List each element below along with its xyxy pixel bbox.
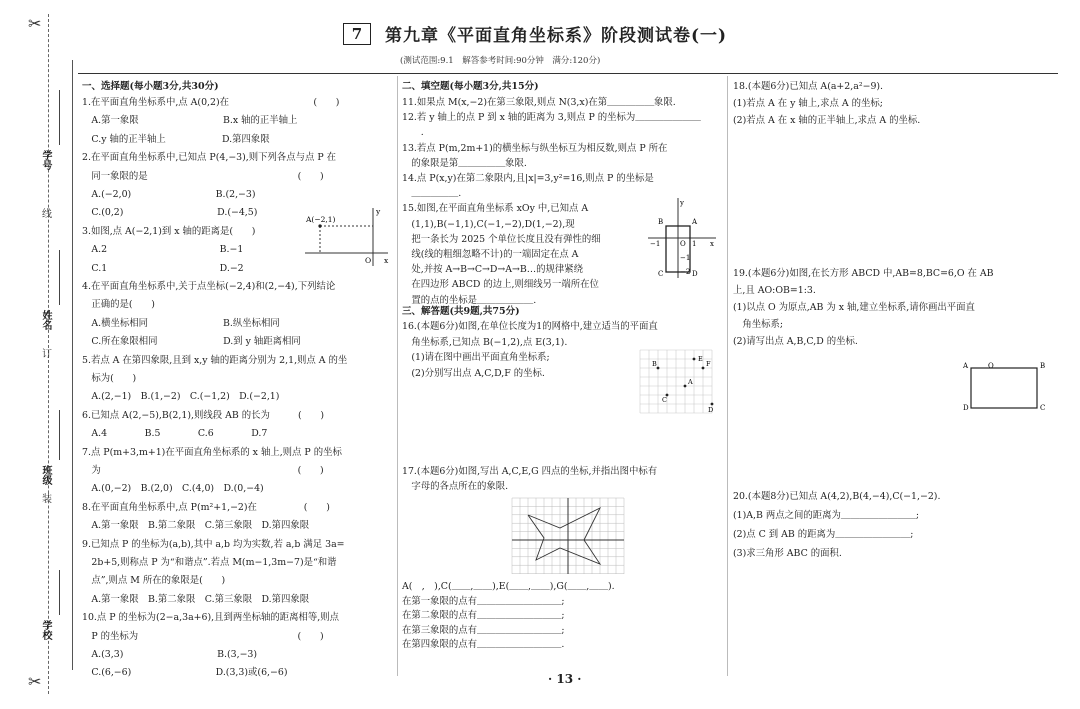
text-line: 9.已知点 P 的坐标为(a,b),其中 a,b 均为实数,若 a,b 满足 3a= bbox=[82, 538, 345, 550]
fig15-label: A bbox=[692, 218, 698, 226]
text-line: 在第四象限的点有＿＿＿＿＿＿＿＿＿. bbox=[402, 639, 565, 650]
text-line: 13.若点 P(m,2m+1)的横坐标与纵坐标互为相反数,则点 P 所在 bbox=[402, 142, 668, 154]
number-field[interactable] bbox=[59, 90, 60, 145]
text-line: 上,且 AO:OB=1:3. bbox=[733, 285, 816, 296]
fig15-label: −1 bbox=[650, 240, 661, 248]
q3-origin: O bbox=[365, 256, 372, 265]
text-line: 15.如图,在平面直角坐标系 xOy 中,已知点 A bbox=[402, 203, 589, 215]
text-line: 同一象限的是 ( ) bbox=[82, 170, 324, 182]
grid16-point bbox=[657, 367, 660, 370]
text-line: 20.(本题8分)已知点 A(4,2),B(4,−4),C(−1,−2). bbox=[733, 491, 941, 502]
fig15-label: 1 bbox=[692, 240, 697, 248]
page-subtitle: (测试范围:9.1 解答参考时间:90分钟 满分:120分) bbox=[400, 56, 601, 66]
text-line: A( , ),C(＿＿,＿＿),E(＿＿,＿＿),G(＿＿,＿＿). bbox=[402, 581, 615, 592]
text-line: 18.(本题6分)已知点 A(a+2,a²−9). bbox=[733, 81, 884, 92]
text-line: C.y 轴的正半轴上 D.第四象限 bbox=[82, 133, 270, 145]
text-line: (2)请写出点 A,B,C,D 的坐标. bbox=[733, 336, 858, 347]
scissors-icon: ✂ bbox=[28, 672, 42, 691]
grid16-point bbox=[702, 367, 705, 370]
text-line: (2)若点 A 在 x 轴的正半轴上,求点 A 的坐标. bbox=[733, 115, 921, 126]
text-line: A.(0,−2) B.(2,0) C.(4,0) D.(0,−4) bbox=[82, 483, 264, 495]
text-line: (1,1),B(−1,1),C(−1,−2),D(1,−2),现 bbox=[402, 218, 575, 230]
text-line: A.第一象限 B.x 轴的正半轴上 bbox=[82, 115, 298, 127]
rect-label: A bbox=[963, 362, 969, 370]
fig15-label: D bbox=[692, 270, 698, 278]
name-field[interactable] bbox=[59, 250, 60, 305]
text-line: 16.(本题6分)如图,在单位长度为1的网格中,建立适当的平面直 bbox=[402, 321, 658, 332]
text-line: C.所在象限相同 D.到 y 轴距离相同 bbox=[82, 336, 301, 348]
text-line: 角坐标系,已知点 B(−1,2),点 E(3,1). bbox=[402, 336, 568, 348]
q16-grid bbox=[640, 350, 720, 416]
text-line: 4.在平面直角坐标系中,关于点坐标(−2,4)和(2,−4),下列结论 bbox=[82, 281, 336, 292]
cut-char: 装 bbox=[42, 494, 52, 505]
text-line: P 的坐标为 ( ) bbox=[82, 630, 324, 642]
text-line: (1)若点 A 在 y 轴上,求点 A 的坐标; bbox=[733, 98, 883, 109]
grid16-label: D bbox=[708, 406, 714, 414]
fig15-label: O bbox=[680, 240, 686, 248]
section-heading: 一、选择题(每小题3分,共30分) bbox=[82, 81, 219, 92]
text-line: 12.若 y 轴上的点 P 到 x 轴的距离为 3,则点 P 的坐标为＿＿＿＿＿＿＿ bbox=[402, 112, 701, 124]
grid16-label: F bbox=[706, 360, 711, 368]
cut-char: 订 bbox=[42, 349, 52, 360]
text-line: (1)A,B 两点之间的距离为＿＿＿＿＿＿＿＿; bbox=[733, 510, 920, 521]
q19-rectangle bbox=[963, 360, 1048, 415]
page-title: 第九章《平面直角坐标系》阶段测试卷(一) bbox=[385, 26, 728, 46]
rect-label: C bbox=[1040, 404, 1046, 412]
text-line: 在第一象限的点有＿＿＿＿＿＿＿＿＿; bbox=[402, 595, 565, 607]
text-line: 处,并按 A→B→C→D→A→B…的规律紧绕 bbox=[402, 264, 583, 276]
text-line: 19.(本题6分)如图,在长方形 ABCD 中,AB=8,BC=6,O 在 AB bbox=[733, 268, 994, 279]
margin-rule bbox=[72, 60, 73, 670]
binding-margin bbox=[0, 0, 75, 709]
text-line: 7.点 P(m+3,m+1)在平面直角坐标系的 x 轴上,则点 P 的坐标 bbox=[82, 446, 342, 458]
text-line: 5.若点 A 在第四象限,且到 x,y 轴的距离分别为 2,1,则点 A 的坐 bbox=[82, 354, 348, 366]
text-line: 1.在平面直角坐标系中,点 A(0,2)在 ( ) bbox=[82, 97, 340, 108]
rect-label: D bbox=[963, 404, 969, 412]
text-line: 为 ( ) bbox=[82, 465, 324, 476]
q17-grid bbox=[512, 498, 624, 576]
text-line: 2.在平面直角坐标系中,已知点 P(4,−3),则下列各点与点 P 在 bbox=[82, 152, 337, 164]
text-line: 在四边形 ABCD 的边上,则细线另一端所在位 bbox=[402, 279, 599, 291]
grid16-label: C bbox=[662, 396, 667, 404]
scissors-icon: ✂ bbox=[28, 14, 42, 33]
header-rule bbox=[78, 73, 1058, 74]
text-line: A.(2,−1) B.(1,−2) C.(−1,2) D.(−2,1) bbox=[82, 391, 280, 403]
school-field[interactable] bbox=[59, 570, 60, 615]
text-line: 点”,则点 M 所在的象限是( ) bbox=[82, 575, 226, 587]
q3-axis-y: y bbox=[376, 207, 381, 216]
test-number: 7 bbox=[343, 23, 371, 45]
fig15-label: −1 bbox=[680, 254, 691, 262]
text-line: ＿＿＿＿＿. bbox=[402, 188, 462, 200]
fig15-label: C bbox=[658, 270, 664, 278]
text-line: 在第二象限的点有＿＿＿＿＿＿＿＿＿; bbox=[402, 610, 565, 621]
number-label: 学号 bbox=[40, 150, 51, 170]
text-line: 字母的各点所在的象限. bbox=[402, 481, 509, 492]
text-line: (2)分别写出点 A,C,D,F 的坐标. bbox=[402, 367, 545, 379]
text-line: 在第三象限的点有＿＿＿＿＿＿＿＿＿; bbox=[402, 624, 565, 636]
grid16-point bbox=[711, 403, 714, 406]
class-label: 班级 bbox=[40, 465, 51, 485]
text-line: . bbox=[402, 127, 424, 139]
text-line: 10.点 P 的坐标为(2−a,3a+6),且到两坐标轴的距离相等,则点 bbox=[82, 612, 339, 624]
text-line: 2b+5,则称点 P 为“和谐点”.若点 M(m−1,3m−7)是“和谐 bbox=[82, 557, 337, 568]
text-line: 11.如果点 M(x,−2)在第三象限,则点 N(3,x)在第＿＿＿＿＿象限. bbox=[402, 97, 676, 108]
rect-label: B bbox=[1040, 362, 1046, 370]
text-line: (2)点 C 到 AB 的距离为＿＿＿＿＿＿＿＿; bbox=[733, 529, 914, 540]
fig15-label: y bbox=[680, 199, 684, 207]
rect-label: O bbox=[988, 362, 994, 370]
text-line: A.第一象限 B.第二象限 C.第三象限 D.第四象限 bbox=[82, 520, 310, 532]
column-divider bbox=[727, 76, 728, 676]
text-line: A.4 B.5 C.6 D.7 bbox=[82, 428, 268, 440]
text-line: (3)求三角形 ABC 的面积. bbox=[733, 548, 842, 559]
text-line: 17.(本题6分)如图,写出 A,C,E,G 四点的坐标,并指出图中标有 bbox=[402, 466, 658, 477]
text-line: A.(3,3) B.(3,−3) bbox=[82, 649, 258, 660]
text-line: 8.在平面直角坐标系中,点 P(m²+1,−2)在 ( ) bbox=[82, 501, 330, 513]
name-label: 姓名 bbox=[40, 310, 51, 330]
school-label: 学校 bbox=[40, 620, 51, 640]
text-line: 线(线的粗细忽略不计)的一端固定在点 A bbox=[402, 249, 579, 260]
grid16-label: B bbox=[652, 360, 657, 368]
grid16-point bbox=[693, 358, 696, 361]
text-line: 3.如图,点 A(−2,1)到 x 轴的距离是( ) bbox=[82, 225, 256, 237]
fig15-label: −2 bbox=[680, 268, 691, 276]
fig15-label: x bbox=[710, 240, 714, 248]
grid16-label: A bbox=[688, 378, 693, 386]
text-line: (1)请在图中画出平面直角坐标系; bbox=[402, 352, 550, 363]
text-line: 把一条长为 2025 个单位长度且没有弹性的细 bbox=[402, 233, 601, 245]
text-line: 正确的是( ) bbox=[82, 299, 155, 311]
text-line: A.横坐标相同 B.纵坐标相同 bbox=[82, 317, 280, 329]
text-line: (1)以点 O 为原点,AB 为 x 轴,建立坐标系,请你画出平面直 bbox=[733, 302, 975, 313]
text-line: C.(0,2) D.(−4,5) bbox=[82, 207, 258, 219]
text-line: 14.点 P(x,y)在第二象限内,且|x|=3,y²=16,则点 P 的坐标是 bbox=[402, 173, 654, 184]
text-line: C.(6,−6) D.(3,3)或(6,−6) bbox=[82, 667, 288, 679]
grid16-point bbox=[684, 385, 687, 388]
section-heading: 三、解答题(共9题,共75分) bbox=[402, 306, 520, 317]
text-line: C.1 D.−2 bbox=[82, 262, 244, 274]
grid16-label: E bbox=[698, 355, 703, 363]
q15-figure bbox=[648, 198, 718, 278]
text-line: A.(−2,0) B.(2,−3) bbox=[82, 189, 256, 200]
cut-char: 线 bbox=[42, 209, 52, 220]
column-divider bbox=[397, 76, 398, 676]
page-number: · 13 · bbox=[548, 672, 582, 686]
q3-point-label: A(−2,1) bbox=[306, 215, 336, 224]
text-line: A.2 B.−1 bbox=[82, 244, 244, 256]
text-line: 标为( ) bbox=[82, 373, 137, 384]
fig15-label: B bbox=[658, 218, 664, 226]
q3-axis-x: x bbox=[384, 256, 389, 265]
text-line: 的象限是第＿＿＿＿＿象限. bbox=[402, 157, 527, 169]
text-line: A.第一象限 B.第二象限 C.第三象限 D.第四象限 bbox=[82, 593, 310, 605]
class-field[interactable] bbox=[59, 410, 60, 460]
section-heading: 二、填空题(每小题3分,共15分) bbox=[402, 81, 539, 92]
text-line: 角坐标系; bbox=[733, 319, 784, 330]
text-line: 置的点的坐标是＿＿＿＿＿＿. bbox=[402, 294, 537, 306]
q3-figure bbox=[300, 208, 395, 268]
text-line: 6.已知点 A(2,−5),B(2,1),则线段 AB 的长为 ( ) bbox=[82, 409, 325, 421]
